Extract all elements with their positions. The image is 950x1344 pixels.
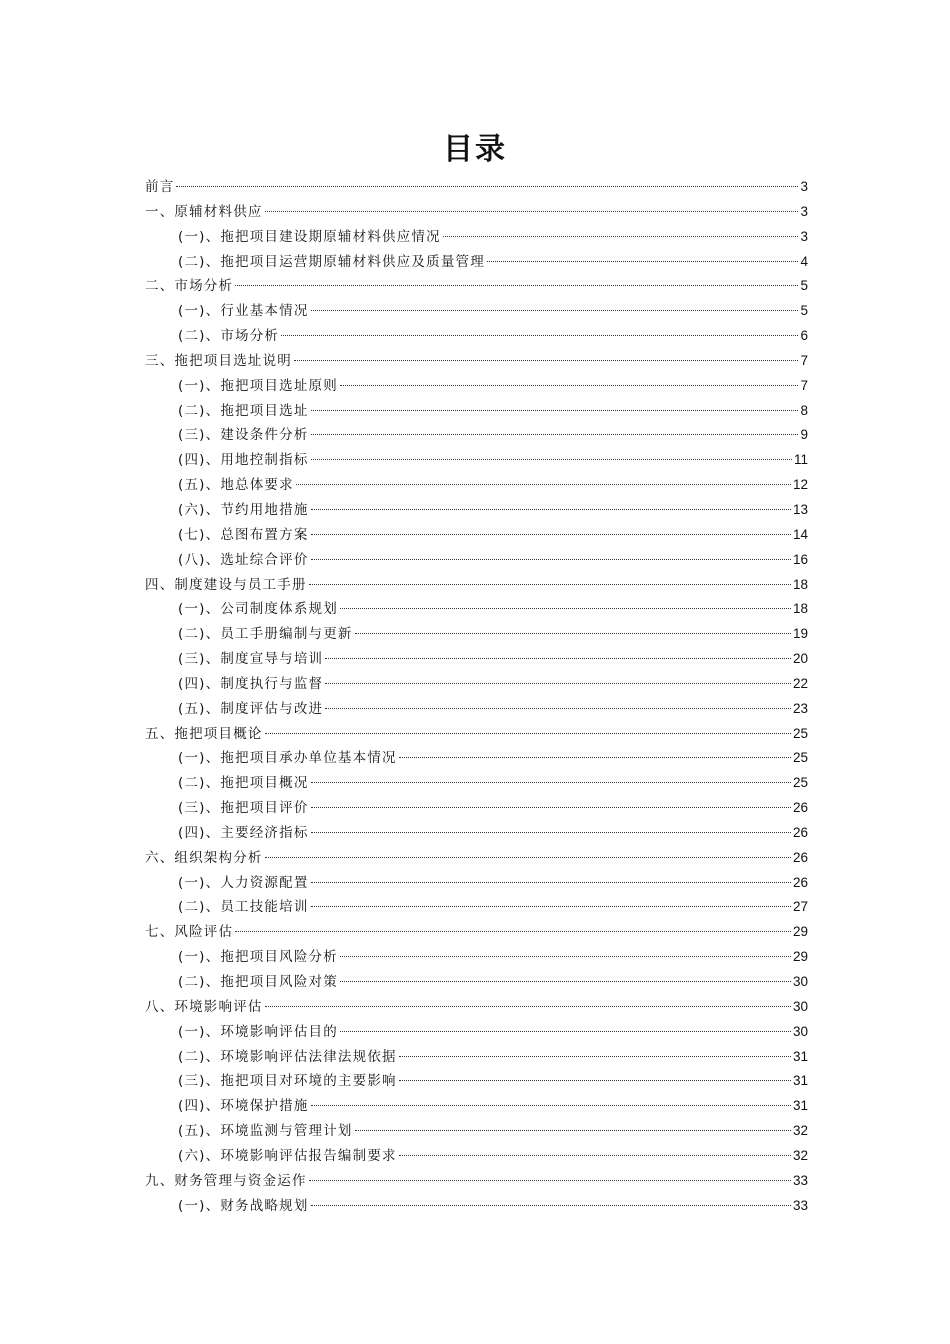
toc-chapter-entry[interactable] [145,995,808,1020]
toc-page-number: 31 [792,1098,808,1114]
toc-dot-leader [399,1056,791,1057]
toc-entry-label: 六、组织架构分析 [145,849,263,866]
toc-dot-leader [340,1031,791,1032]
toc-entry-label: (六)、环境影响评估报告编制要求 [178,1147,397,1164]
toc-page-number: 5 [800,278,808,294]
toc-chapter-entry[interactable] [145,274,808,299]
toc-entry-label: 一、原辅材料供应 [145,203,263,220]
toc-entry-label: (四)、环境保护措施 [178,1098,309,1115]
toc-page-number: 32 [792,1147,808,1163]
toc-section-entry[interactable] [145,647,808,672]
toc-title: 目录 [443,132,507,167]
toc-section-entry[interactable] [145,796,808,821]
toc-dot-leader [399,757,791,758]
toc-entry-label: (五)、环境监测与管理计划 [178,1123,353,1140]
toc-entry-label: 前言 [145,179,175,195]
toc-dot-leader [265,1006,791,1007]
toc-section-entry[interactable] [145,945,808,970]
toc-page-number: 13 [792,501,808,517]
toc-page-number: 33 [792,1197,808,1213]
toc-dot-leader [311,310,799,311]
toc-page-number: 30 [792,998,808,1014]
toc-dot-leader [340,385,799,386]
toc-entry-label: (三)、制度宣导与培训 [178,651,324,668]
toc-dot-leader [281,335,798,336]
toc-entry-label: 七、风险评估 [145,924,234,941]
toc-section-entry[interactable] [145,1045,808,1070]
toc-entry-label: (一)、公司制度体系规划 [178,601,338,618]
toc-entry-label: (五)、地总体要求 [178,477,294,494]
toc-entry-label: 五、拖把项目概论 [145,725,263,742]
toc-dot-leader [265,733,791,734]
toc-list [145,175,808,1218]
toc-page-number: 27 [792,899,808,915]
toc-page-number: 29 [792,949,808,965]
toc-page-number: 26 [792,849,808,865]
toc-section-entry[interactable] [145,299,808,324]
toc-section-entry[interactable] [145,970,808,995]
toc-section-entry[interactable] [145,871,808,896]
toc-dot-leader [340,981,791,982]
toc-chapter-entry[interactable] [145,200,808,225]
toc-entry-label: (二)、员工技能培训 [178,899,309,916]
toc-entry-label: (三)、建设条件分析 [178,427,309,444]
toc-dot-leader [309,584,791,585]
toc-page-number: 7 [800,377,808,393]
toc-entry-label: (二)、拖把项目选址 [178,402,309,419]
toc-entry-label: 四、制度建设与员工手册 [145,576,307,593]
toc-dot-leader [309,1180,791,1181]
toc-section-entry[interactable] [145,1094,808,1119]
toc-entry-label: (四)、制度执行与监督 [178,675,324,692]
toc-page-number: 18 [792,601,808,617]
toc-page-number: 8 [800,402,808,418]
toc-dot-leader [340,608,791,609]
toc-entry-label: (一)、拖把项目承办单位基本情况 [178,750,397,767]
toc-entry-label: (二)、环境影响评估法律法规依据 [178,1048,397,1065]
toc-chapter-entry[interactable] [145,920,808,945]
toc-entry-label: (一)、环境影响评估目的 [178,1023,338,1040]
toc-dot-leader [311,1205,791,1206]
toc-entry-label: (四)、用地控制指标 [178,452,309,469]
toc-dot-leader [265,211,799,212]
toc-chapter-entry[interactable] [145,349,808,374]
toc-section-entry[interactable] [145,473,808,498]
toc-dot-leader [443,236,799,237]
toc-page-number: 29 [792,924,808,940]
toc-dot-leader [355,1130,791,1131]
toc-page-number: 19 [792,626,808,642]
toc-page-number: 26 [792,824,808,840]
toc-page-number: 22 [792,675,808,691]
toc-entry-label: (二)、拖把项目概况 [178,775,309,792]
toc-section-entry[interactable] [145,622,808,647]
toc-page-number: 5 [800,303,808,319]
toc-page-number: 23 [792,700,808,716]
toc-entry-label: (一)、人力资源配置 [178,874,309,891]
toc-section-entry[interactable] [145,324,808,349]
toc-page-number: 26 [792,800,808,816]
toc-chapter-entry[interactable] [145,722,808,747]
toc-dot-leader [296,484,791,485]
toc-entry-label: (五)、制度评估与改进 [178,700,324,717]
toc-section-entry[interactable] [145,1144,808,1169]
toc-page-number: 12 [792,477,808,493]
toc-page-number: 20 [792,651,808,667]
toc-section-entry[interactable] [145,895,808,920]
toc-page-number: 4 [800,253,808,269]
toc-dot-leader [340,956,791,957]
toc-page-number: 25 [792,750,808,766]
toc-section-entry[interactable] [145,1194,808,1219]
toc-section-entry[interactable] [145,225,808,250]
toc-dot-leader [325,658,791,659]
toc-dot-leader [311,782,791,783]
toc-entry-label: (一)、财务战略规划 [178,1197,309,1214]
toc-section-entry[interactable] [145,448,808,473]
toc-entry-label: (三)、拖把项目对环境的主要影响 [178,1073,397,1090]
toc-section-entry[interactable] [145,423,808,448]
toc-entry-label: (三)、拖把项目评价 [178,800,309,817]
toc-page-number: 31 [792,1073,808,1089]
toc-dot-leader [487,261,799,262]
toc-dot-leader [399,1080,791,1081]
toc-section-entry[interactable] [145,771,808,796]
toc-dot-leader [235,931,791,932]
toc-dot-leader [235,285,798,286]
toc-dot-leader [311,410,799,411]
toc-entry-label: (一)、拖把项目选址原则 [178,377,338,394]
toc-page-number: 14 [792,526,808,542]
toc-dot-leader [311,832,791,833]
toc-dot-leader [311,534,791,535]
toc-section-entry[interactable] [145,250,808,275]
toc-dot-leader [311,807,791,808]
toc-entry-label: (二)、市场分析 [178,328,280,345]
toc-dot-leader [311,882,791,883]
toc-entry-label: 九、财务管理与资金运作 [145,1172,307,1189]
toc-entry-label: (一)、行业基本情况 [178,303,309,320]
toc-entry-label: (四)、主要经济指标 [178,824,309,841]
toc-dot-leader [311,1105,791,1106]
toc-entry-label: 三、拖把项目选址说明 [145,352,292,369]
toc-entry-label: (八)、选址综合评价 [178,551,309,568]
toc-page-number: 3 [800,203,808,219]
toc-dot-leader [176,186,798,187]
toc-page-number: 30 [792,1023,808,1039]
toc-entry-label: (二)、拖把项目运营期原辅材料供应及质量管理 [178,253,485,270]
toc-entry-label: (一)、拖把项目风险分析 [178,949,338,966]
toc-page-number: 9 [800,427,808,443]
toc-section-entry[interactable] [145,374,808,399]
toc-dot-leader [355,633,791,634]
toc-entry-label: 八、环境影响评估 [145,998,263,1015]
toc-page-number: 16 [792,551,808,567]
toc-section-entry[interactable] [145,697,808,722]
toc-page-number: 11 [793,452,808,468]
toc-section-entry[interactable] [145,1020,808,1045]
toc-page-number: 32 [792,1123,808,1139]
toc-page-number: 25 [792,725,808,741]
toc-section-entry[interactable] [145,821,808,846]
toc-entry-label: (二)、员工手册编制与更新 [178,626,353,643]
toc-chapter-entry[interactable] [145,573,808,598]
toc-page-number: 33 [792,1172,808,1188]
toc-entry-label: 二、市场分析 [145,278,234,295]
toc-page-number: 6 [800,328,808,344]
toc-page-number: 25 [792,775,808,791]
toc-section-entry[interactable] [145,1069,808,1094]
toc-section-entry[interactable] [145,399,808,424]
toc-entry-label: (七)、总图布置方案 [178,526,309,543]
toc-section-entry[interactable] [145,523,808,548]
toc-page-number: 30 [792,974,808,989]
toc-chapter-entry[interactable] [145,175,808,200]
toc-dot-leader [325,683,791,684]
toc-dot-leader [311,906,791,907]
toc-page-number: 26 [792,874,808,890]
toc-entry-label: (二)、拖把项目风险对策 [178,974,338,990]
toc-section-entry[interactable] [145,746,808,771]
toc-section-entry[interactable] [145,548,808,573]
toc-page-number: 31 [792,1048,808,1064]
toc-section-entry[interactable] [145,672,808,697]
toc-dot-leader [311,509,791,510]
toc-section-entry[interactable] [145,597,808,622]
toc-dot-leader [265,857,791,858]
toc-chapter-entry[interactable] [145,1169,808,1194]
toc-dot-leader [399,1155,791,1156]
toc-dot-leader [311,559,791,560]
toc-page-number: 18 [792,576,808,592]
toc-section-entry[interactable] [145,498,808,523]
toc-page-number: 7 [800,352,808,368]
toc-dot-leader [294,360,798,361]
toc-entry-label: (一)、拖把项目建设期原辅材料供应情况 [178,228,441,245]
toc-dot-leader [325,708,791,709]
toc-entry-label: (六)、节约用地措施 [178,501,309,518]
toc-dot-leader [311,459,792,460]
toc-page-number: 3 [800,228,808,244]
toc-chapter-entry[interactable] [145,846,808,871]
toc-section-entry[interactable] [145,1119,808,1144]
toc-dot-leader [311,434,799,435]
toc-page-number: 3 [800,179,808,194]
